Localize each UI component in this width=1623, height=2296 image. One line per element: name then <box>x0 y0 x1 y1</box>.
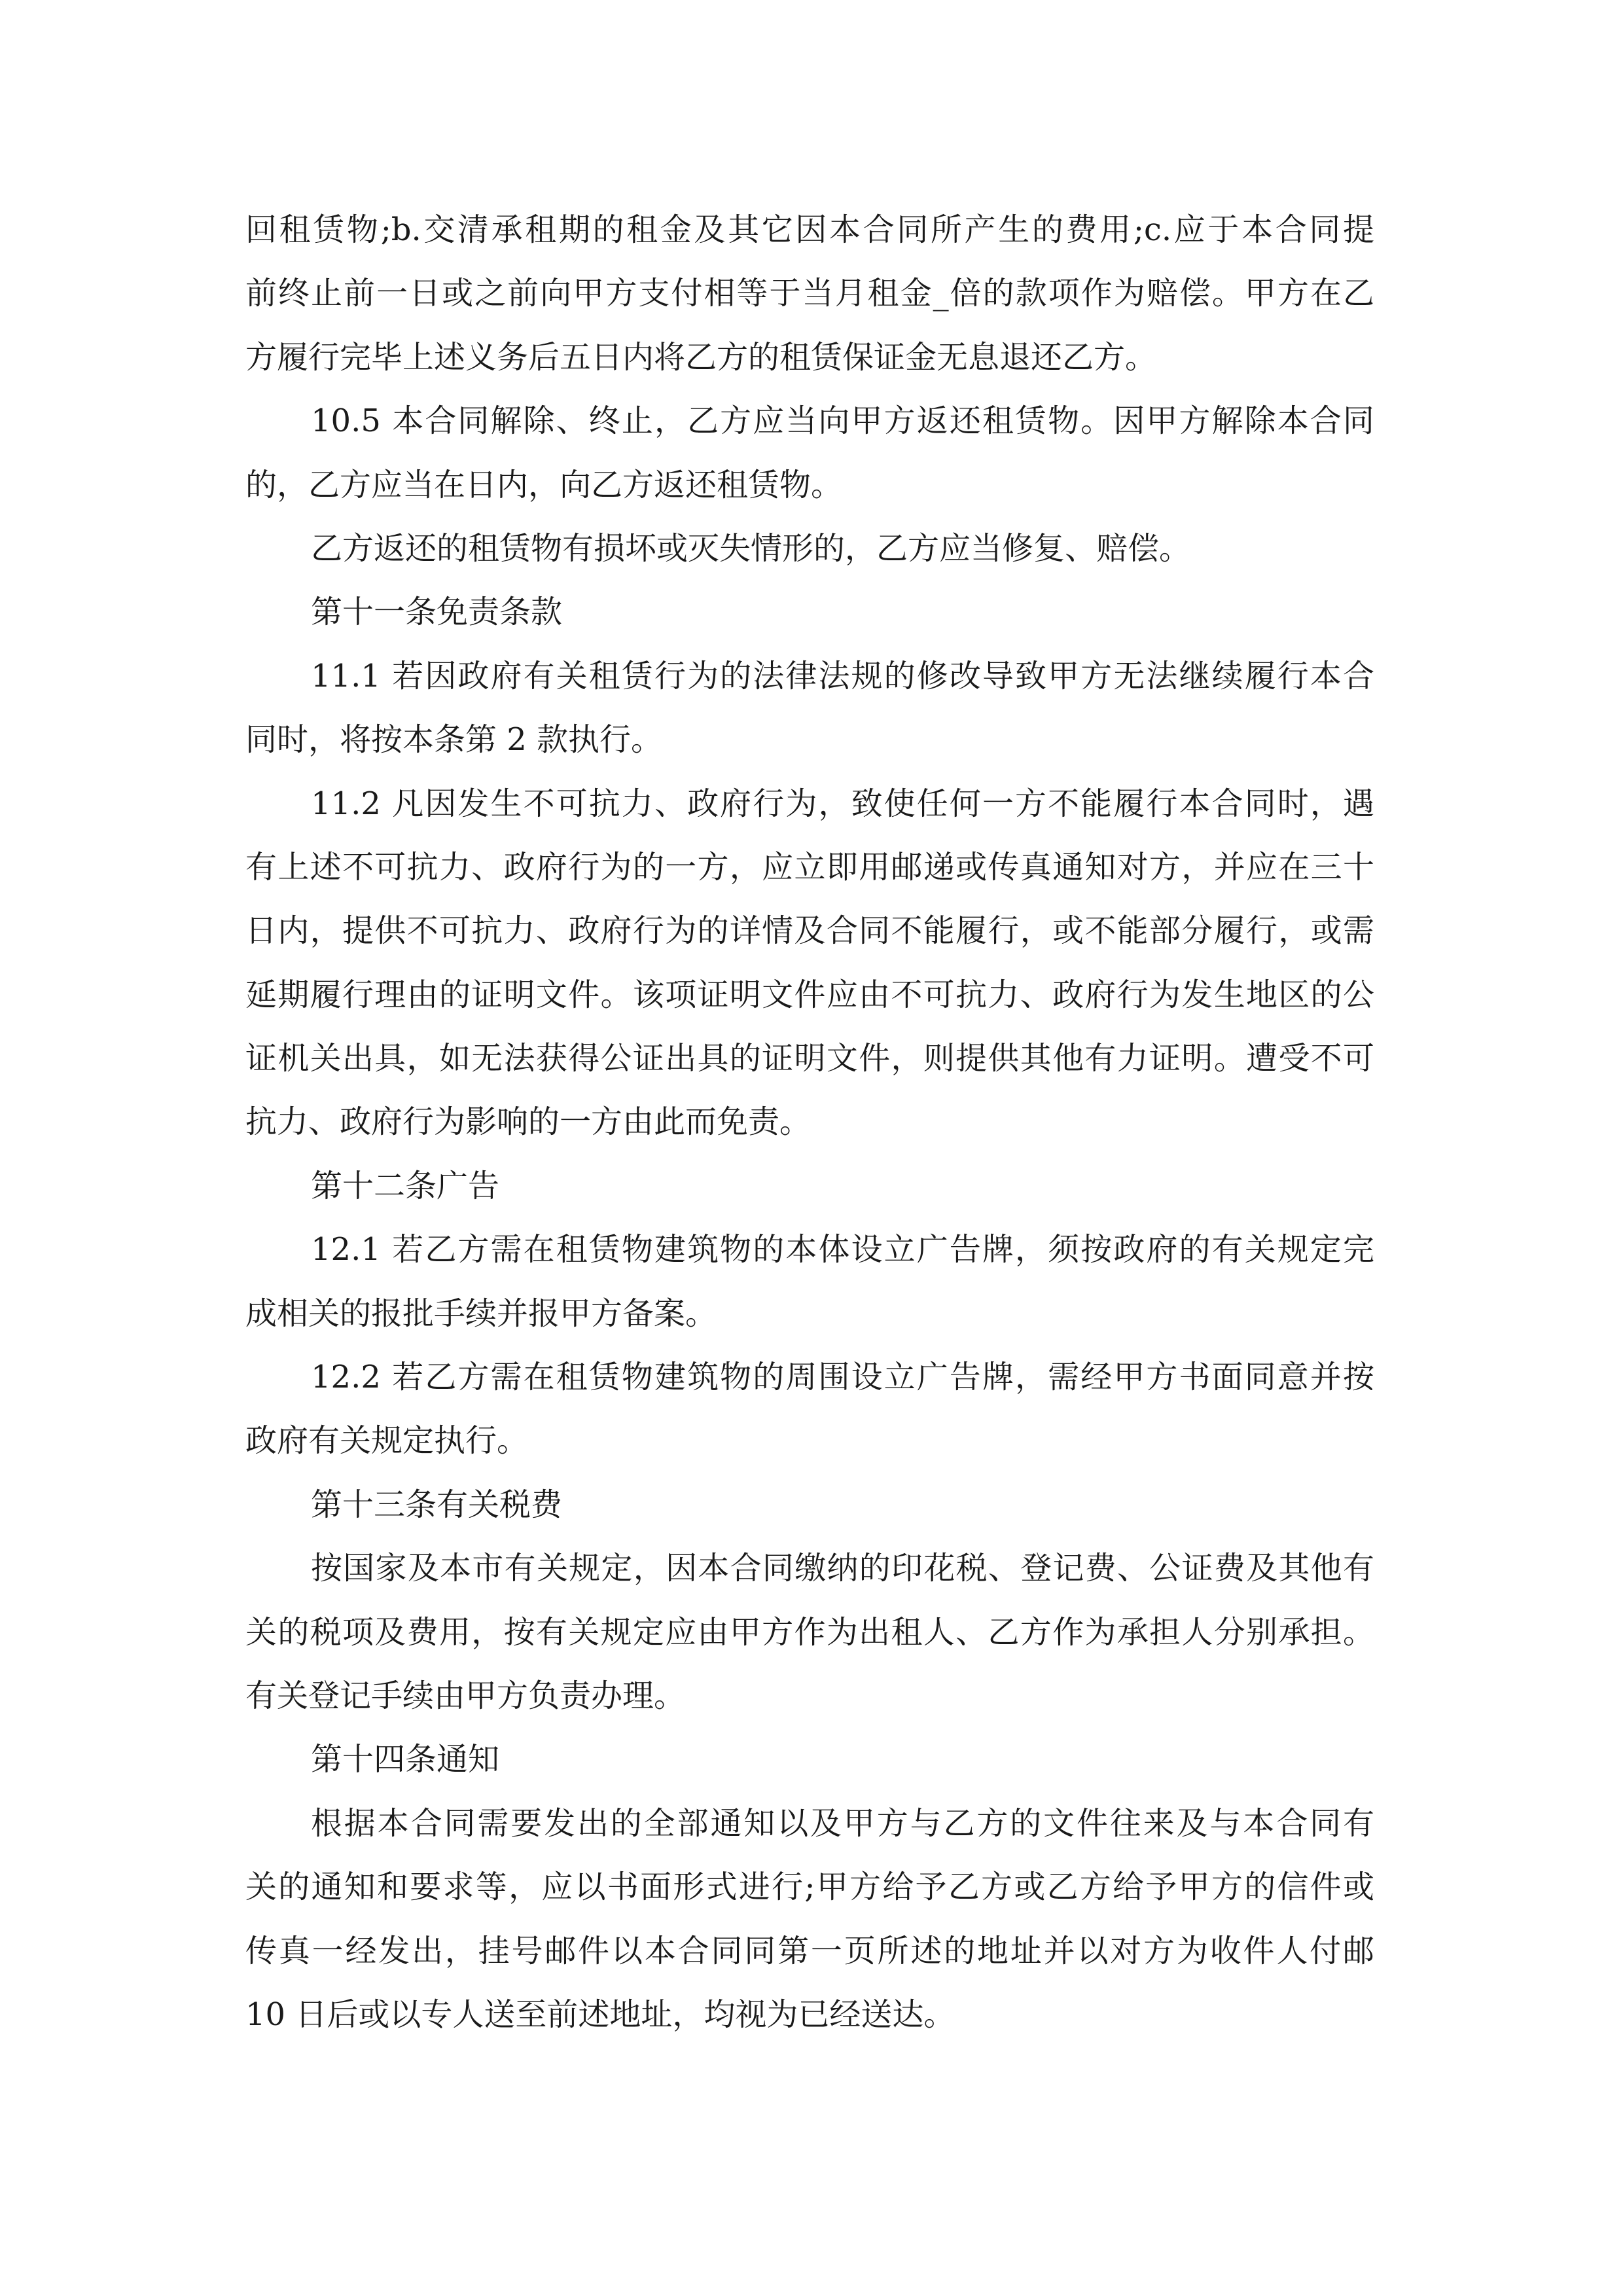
text-line: 传真一经发出，挂号邮件以本合同同第一页所述的地址并以对方为收件人付邮 <box>245 1932 1374 1969</box>
text-line: 按国家及本市有关规定，因本合同缴纳的印花税、登记费、公证费及其他有 <box>311 1550 1374 1587</box>
text-line: 延期履行理由的证明文件。该项证明文件应由不可抗力、政府行为发生地区的公 <box>245 976 1374 1013</box>
paragraph <box>245 1473 1374 1537</box>
text-line: 日内，提供不可抗力、政府行为的详情及合同不能履行，或不能部分履行，或需 <box>245 912 1374 950</box>
text-line: 12.1 若乙方需在租赁物建筑物的本体设立广告牌，须按政府的有关规定完 <box>311 1231 1374 1268</box>
paragraph <box>245 1537 1374 1728</box>
paragraph <box>245 645 1374 772</box>
paragraph <box>245 1728 1374 1791</box>
paragraph <box>245 581 1374 644</box>
text-line: 11.1 若因政府有关租赁行为的法律法规的修改导致甲方无法继续履行本合 <box>311 657 1374 694</box>
text-line: 同时，将按本条第 2 款执行。 <box>245 721 663 759</box>
text-line: 12.2 若乙方需在租赁物建筑物的周围设立广告牌，需经甲方书面同意并按 <box>311 1359 1374 1396</box>
text-line: 政府有关规定执行。 <box>245 1422 529 1460</box>
paragraph <box>245 1155 1374 1218</box>
text-line: 抗力、政府行为影响的一方由此而免责。 <box>245 1103 812 1141</box>
text-line: 关的通知和要求等，应以书面形式进行;甲方给予乙方或乙方给予甲方的信件或 <box>245 1869 1374 1906</box>
text-line: 前终止前一日或之前向甲方支付相等于当月租金_倍的款项作为赔偿。甲方在乙 <box>245 275 1374 312</box>
text-line: 关的税项及费用，按有关规定应由甲方作为出租人、乙方作为承担人分别承担。 <box>245 1613 1374 1651</box>
text-line: 有上述不可抗力、政府行为的一方，应立即用邮递或传真通知对方，并应在三十 <box>245 848 1374 886</box>
text-line: 11.2 凡因发生不可抗力、政府行为，致使任何一方不能履行本合同时，遇 <box>311 785 1374 822</box>
text-line: 第十二条广告 <box>311 1167 500 1204</box>
paragraph <box>245 1792 1374 2047</box>
paragraph <box>245 389 1374 517</box>
paragraph <box>245 1346 1374 1473</box>
text-line: 成相关的报批手续并报甲方备案。 <box>245 1295 717 1332</box>
text-line: 第十一条免责条款 <box>311 594 563 631</box>
text-line: 10.5 本合同解除、终止，乙方应当向甲方返还租赁物。因甲方解除本合同 <box>311 403 1374 440</box>
text-line: 回租赁物;b.交清承租期的租金及其它因本合同所产生的费用;c.应于本合同提 <box>245 211 1374 248</box>
text-line: 第十三条有关税费 <box>311 1486 563 1523</box>
text-line: 根据本合同需要发出的全部通知以及甲方与乙方的文件往来及与本合同有 <box>311 1804 1374 1842</box>
paragraph <box>245 198 1374 389</box>
text-line: 10 日后或以专人送至前述地址，均视为已经送达。 <box>245 1996 955 2033</box>
paragraph <box>245 772 1374 1155</box>
paragraph <box>245 1218 1374 1346</box>
text-line: 证机关出具，如无法获得公证出具的证明文件，则提供其他有力证明。遭受不可 <box>245 1040 1374 1077</box>
text-line: 的，乙方应当在日内，向乙方返还租赁物。 <box>245 466 843 503</box>
text-line: 有关登记手续由甲方负责办理。 <box>245 1677 686 1714</box>
paragraph <box>245 517 1374 581</box>
text-line: 方履行完毕上述义务后五日内将乙方的租赁保证金无息退还乙方。 <box>245 338 1157 376</box>
text-line: 第十四条通知 <box>311 1741 500 1778</box>
text-line: 乙方返还的租赁物有损坏或灭失情形的，乙方应当修复、赔偿。 <box>311 529 1191 567</box>
document-body <box>245 198 1374 2047</box>
